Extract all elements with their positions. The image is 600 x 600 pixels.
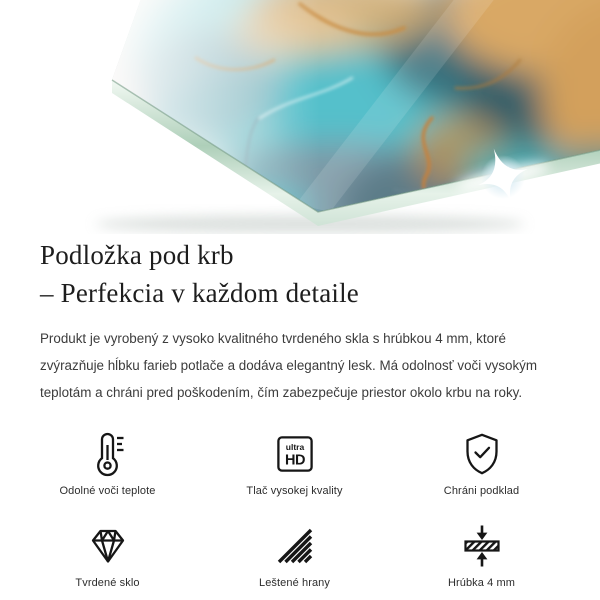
svg-text:HD: HD xyxy=(284,452,305,468)
feature-print-quality xyxy=(201,430,388,497)
diamond-icon xyxy=(87,522,129,569)
feature-label: Tvrdené sklo xyxy=(75,577,140,589)
page-title-line-2: – Perfekcia v každom detaile xyxy=(40,278,359,308)
product-description: Produkt je vyrobený z vysoko kvalitného tvrdeného skla s hrúbkou 4 mm, ktoré zvýrazňuje hĺbku farieb potlače a dodáva elegantný lesk. Má odolnosť voči vysokým teplotám a chráni pred poškodením, čím zabezpečuje priestor okolo krbu na roky. xyxy=(40,331,538,400)
feature-protects-floor xyxy=(388,430,575,497)
shield-check-icon xyxy=(462,430,502,477)
feature-label: Chráni podklad xyxy=(443,485,520,497)
feature-thickness xyxy=(388,522,575,589)
feature-grid xyxy=(14,430,562,589)
thickness-4mm-icon xyxy=(462,522,502,569)
feature-polished-edges xyxy=(201,522,388,589)
polished-edges-icon xyxy=(275,522,315,569)
feature-label: Hrúbka 4 mm xyxy=(447,577,516,589)
tempered-glass-panel-photo xyxy=(0,0,600,234)
thermometer-icon xyxy=(88,430,128,477)
feature-label: Odolné voči teplote xyxy=(59,485,156,497)
feature-label: Tlač vysokej kvality xyxy=(246,485,343,497)
feature-tempered-glass xyxy=(14,522,201,589)
page-title-line-1: Podložka pod krb xyxy=(40,240,234,270)
feature-label: Leštené hrany xyxy=(258,577,331,589)
feature-heat-resistant xyxy=(14,430,201,497)
ultra-hd-icon xyxy=(275,430,315,477)
product-info-section xyxy=(0,234,600,589)
page-title xyxy=(40,236,562,312)
svg-text:ultra: ultra xyxy=(285,441,304,452)
